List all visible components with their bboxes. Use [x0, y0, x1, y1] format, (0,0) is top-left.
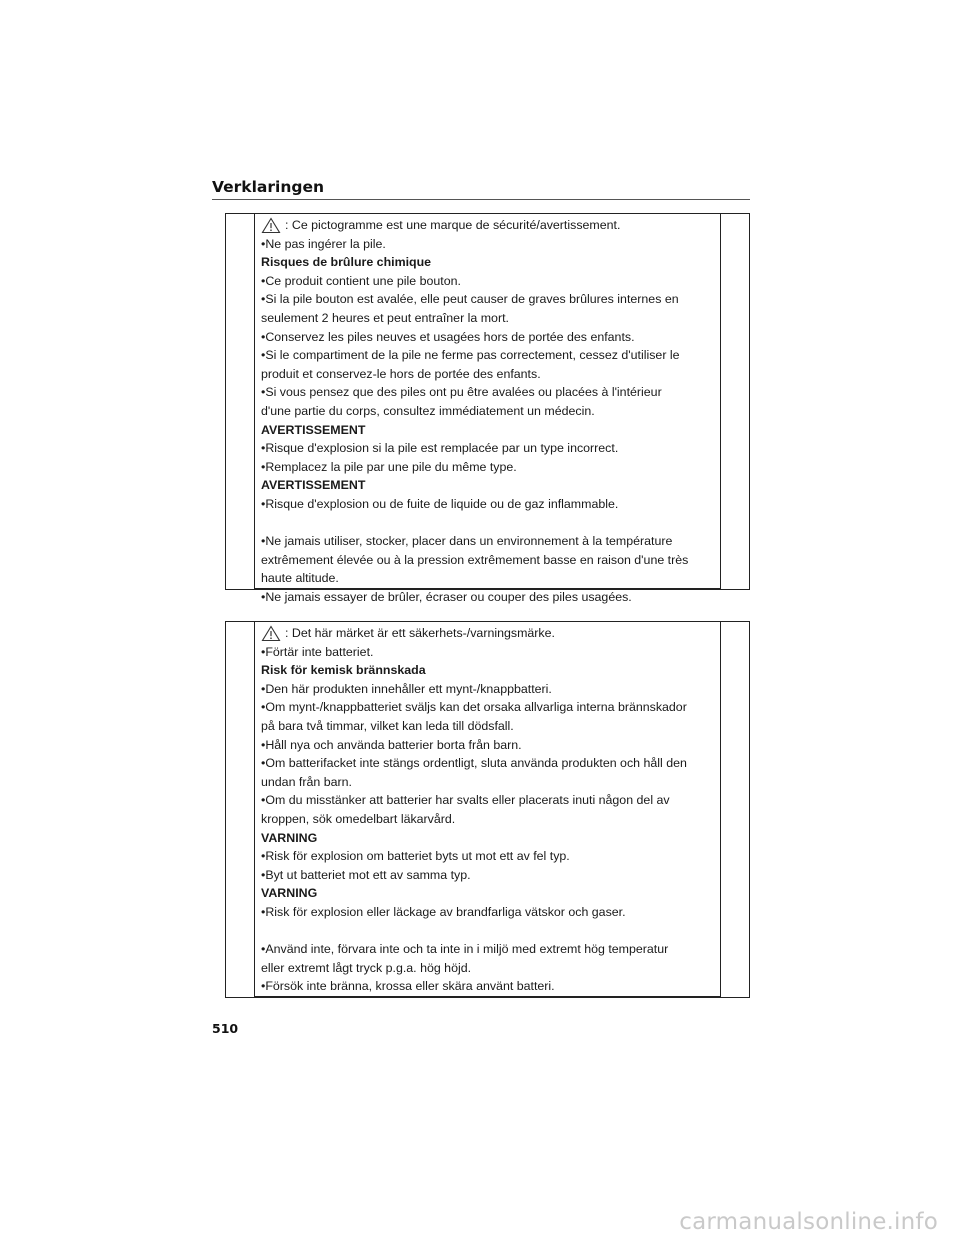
line-text: •Håll nya och använda batterier borta från barn. [261, 737, 522, 752]
line-text: •Använd inte, förvara inte och ta inte in i miljö med extremt hög temperatur [261, 942, 669, 957]
notice-line [261, 736, 723, 755]
line-text: Risques de brûlure chimique [261, 255, 432, 270]
line-text: •Ce produit contient une pile bouton. [261, 273, 461, 288]
notice-line [261, 847, 723, 866]
notice-line [261, 439, 723, 458]
notice-text-french [261, 216, 723, 606]
line-text: Risk för kemisk brännskada [261, 663, 426, 678]
notice-line [261, 309, 723, 328]
line-text: •Si le compartiment de la pile ne ferme pas correctement, cessez d'utiliser le [261, 348, 680, 363]
line-text: d'une partie du corps, consultez immédiatement un médecin. [261, 403, 595, 418]
line-text: •Ne jamais utiliser, stocker, placer dans un environnement à la température [261, 534, 673, 549]
notice-line [261, 717, 723, 736]
notice-line [261, 290, 723, 309]
title-divider [212, 199, 750, 200]
line-text: extrêmement élevée ou à la pression extrêmement basse en raison d'une très [261, 552, 689, 567]
notice-line [261, 940, 723, 959]
notice-line [261, 810, 723, 829]
notice-line [261, 383, 723, 402]
notice-line [261, 680, 723, 699]
notice-line [261, 402, 723, 421]
line-text: •Ne jamais essayer de brûler, écraser ou couper des piles usagées. [261, 589, 632, 604]
line-text: •Ne pas ingérer la pile. [261, 236, 386, 251]
line-text: produit et conservez-le hors de portée des enfants. [261, 366, 541, 381]
line-text: haute altitude. [261, 571, 339, 586]
notice-line [261, 754, 723, 773]
line-text: eller extremt lågt tryck p.g.a. hög höjd. [261, 960, 472, 975]
watermark: carmanualsonline.info [679, 1209, 938, 1235]
line-text: •Försök inte bränna, krossa eller skära använt batteri. [261, 979, 555, 994]
line-text: •Remplacez la pile par une pile du même type. [261, 459, 517, 474]
line-text: •Om du misstänker att batterier har svalts eller placerats inuti någon del av [261, 793, 670, 808]
warning-triangle-icon [261, 217, 281, 234]
line-text: VARNING [261, 830, 318, 845]
line-text: •Den här produkten innehåller ett mynt-/knappbatteri. [261, 681, 552, 696]
notice-line [261, 365, 723, 384]
notice-text-swedish [261, 624, 723, 996]
notice-line [261, 773, 723, 792]
line-text: VARNING [261, 886, 318, 901]
notice-line [261, 495, 723, 514]
line-text: undan från barn. [261, 774, 352, 789]
line-text: •Förtär inte batteriet. [261, 644, 374, 659]
notice-heading [261, 253, 723, 272]
notice-heading [261, 421, 723, 440]
notice-line [261, 569, 723, 588]
notice-line [261, 458, 723, 477]
notice-line [261, 346, 723, 365]
notice-heading [261, 829, 723, 848]
line-text: •Si vous pensez que des piles ont pu être avalées ou placées à l'intérieur [261, 385, 662, 400]
notice-line [261, 643, 723, 662]
warning-symbol-line [261, 216, 723, 235]
line-text: på bara två timmar, vilket kan leda till dödsfall. [261, 718, 514, 733]
line-text: •Byt ut batteriet mot ett av samma typ. [261, 867, 471, 882]
notice-line [261, 588, 723, 607]
line-text: seulement 2 heures et peut entraîner la mort. [261, 310, 509, 325]
notice-line [261, 532, 723, 551]
blank-line [261, 922, 723, 941]
notice-line [261, 959, 723, 978]
line-text: •Risk för explosion om batteriet byts ut mot ett av fel typ. [261, 849, 570, 864]
line-text: •Risque d'explosion ou de fuite de liquide ou de gaz inflammable. [261, 496, 619, 511]
notice-heading [261, 661, 723, 680]
line-text: AVERTISSEMENT [261, 422, 366, 437]
line-text: •Conservez les piles neuves et usagées hors de portée des enfants. [261, 329, 635, 344]
section-title: Verklaringen [212, 178, 325, 196]
line-text: AVERTISSEMENT [261, 478, 366, 493]
line-text: •Risque d'explosion si la pile est remplacée par un type incorrect. [261, 441, 619, 456]
line-text: •Om mynt-/knappbatteriet sväljs kan det orsaka allvarliga interna brännskador [261, 700, 687, 715]
line-text: : Det här märket är ett säkerhets-/varningsmärke. [285, 626, 555, 640]
line-text: •Si la pile bouton est avalée, elle peut causer de graves brûlures internes en [261, 292, 679, 307]
notice-line [261, 791, 723, 810]
page-number: 510 [212, 1021, 239, 1036]
line-text: •Risk för explosion eller läckage av brandfarliga vätskor och gaser. [261, 904, 626, 919]
notice-line [261, 903, 723, 922]
notice-line [261, 328, 723, 347]
notice-heading [261, 884, 723, 903]
notice-line [261, 551, 723, 570]
notice-line [261, 977, 723, 996]
blank-line [261, 514, 723, 533]
notice-line [261, 698, 723, 717]
warning-symbol-line [261, 624, 723, 643]
notice-line [261, 866, 723, 885]
line-text: kroppen, sök omedelbart läkarvård. [261, 811, 456, 826]
line-text: •Om batterifacket inte stängs ordentligt, sluta använda produkten och håll den [261, 756, 687, 771]
notice-line [261, 235, 723, 254]
notice-line [261, 272, 723, 291]
notice-heading [261, 476, 723, 495]
line-text: : Ce pictogramme est une marque de sécurité/avertissement. [285, 218, 621, 232]
warning-triangle-icon [261, 625, 281, 642]
